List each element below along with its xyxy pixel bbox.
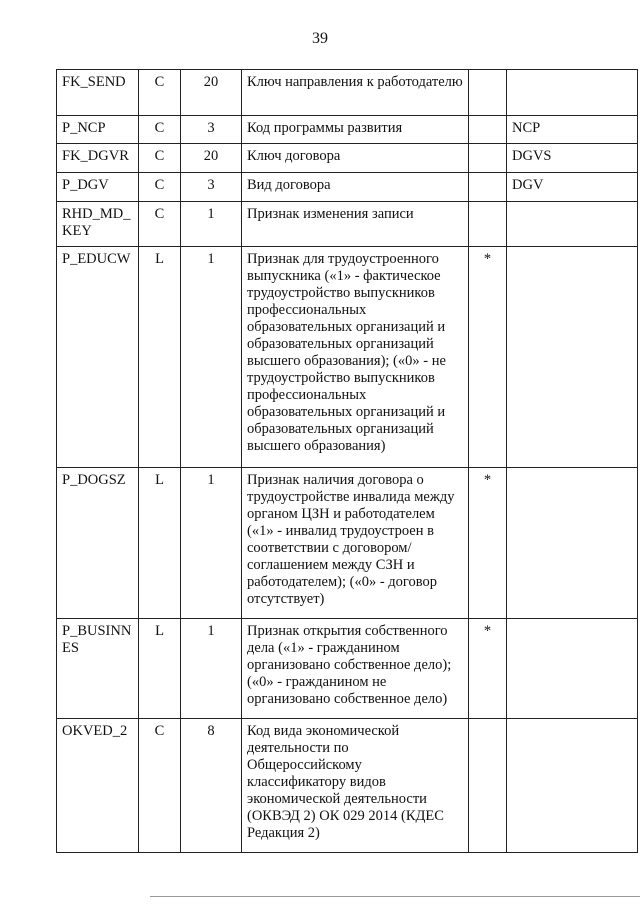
field-required-cell [469, 70, 507, 116]
bottom-divider [150, 896, 640, 897]
field-required-cell [469, 116, 507, 144]
table-row [57, 202, 638, 247]
field-type-cell: L [139, 619, 181, 719]
field-name-cell: FK_SEND [57, 70, 139, 116]
table-row [57, 619, 638, 719]
table-row [57, 144, 638, 173]
field-required-cell [469, 173, 507, 202]
field-length-cell: 1 [181, 247, 242, 468]
field-name-cell: P_BUSINN ES [57, 619, 139, 719]
table-row [57, 468, 638, 619]
field-type-cell: C [139, 719, 181, 853]
field-spec-table [56, 69, 638, 853]
field-type-cell: L [139, 247, 181, 468]
field-reference-cell [507, 247, 638, 468]
field-description-cell: Код вида экономической деятельности по Общероссийскому классификатору видов экономической деятельности (ОКВЭД 2) ОК 029 2014 (КДЕС Редакция 2) [242, 719, 469, 853]
field-required-cell: * [469, 468, 507, 619]
field-length-cell: 3 [181, 173, 242, 202]
field-length-cell: 8 [181, 719, 242, 853]
field-length-cell: 1 [181, 202, 242, 247]
field-description-cell: Ключ направления к работодателю [242, 70, 469, 116]
field-description-cell: Признак изменения записи [242, 202, 469, 247]
field-name-cell: P_NCP [57, 116, 139, 144]
field-reference-cell: DGV [507, 173, 638, 202]
field-reference-cell: DGVS [507, 144, 638, 173]
field-type-cell: C [139, 70, 181, 116]
field-reference-cell [507, 70, 638, 116]
table-row [57, 719, 638, 853]
field-name-cell: P_DGV [57, 173, 139, 202]
field-name-cell: RHD_MD_ KEY [57, 202, 139, 247]
field-reference-cell [507, 619, 638, 719]
field-description-cell: Признак для трудоустроенного выпускника («1» - фактическое трудоустройство выпускников профессиональных образовательных организаций и образовательных организаций высшего образования); («0» - не трудоустройство выпускников профессиональных образовательных организаций и образовательных организаций высшего образования) [242, 247, 469, 468]
field-description-cell: Вид договора [242, 173, 469, 202]
field-type-cell: L [139, 468, 181, 619]
field-type-cell: C [139, 202, 181, 247]
field-required-cell [469, 144, 507, 173]
field-name-cell: P_EDUCW [57, 247, 139, 468]
table-row [57, 173, 638, 202]
field-name-cell: P_DOGSZ [57, 468, 139, 619]
field-length-cell: 3 [181, 116, 242, 144]
field-length-cell: 1 [181, 619, 242, 719]
field-description-cell: Код программы развития [242, 116, 469, 144]
field-length-cell: 1 [181, 468, 242, 619]
field-description-cell: Ключ договора [242, 144, 469, 173]
field-required-cell [469, 719, 507, 853]
field-length-cell: 20 [181, 70, 242, 116]
field-reference-cell [507, 468, 638, 619]
table-row [57, 247, 638, 468]
table-row [57, 116, 638, 144]
table-row [57, 70, 638, 116]
field-description-cell: Признак наличия договора о трудоустройстве инвалида между органом ЦЗН и работодателем («1» - инвалид трудоустроен в соответствии с договором/соглашением между СЗН и работодателем); («0» - договор отсутствует) [242, 468, 469, 619]
field-name-cell: FK_DGVR [57, 144, 139, 173]
field-type-cell: C [139, 116, 181, 144]
field-name-cell: OKVED_2 [57, 719, 139, 853]
field-required-cell: * [469, 619, 507, 719]
field-length-cell: 20 [181, 144, 242, 173]
field-reference-cell [507, 202, 638, 247]
field-required-cell: * [469, 247, 507, 468]
page-number: 39 [312, 30, 328, 47]
field-required-cell [469, 202, 507, 247]
field-description-cell: Признак открытия собственного дела («1» - гражданином организовано собственное дело); («0» - гражданином не организовано собственное дело) [242, 619, 469, 719]
field-type-cell: C [139, 144, 181, 173]
field-type-cell: C [139, 173, 181, 202]
field-reference-cell [507, 719, 638, 853]
field-reference-cell: NCP [507, 116, 638, 144]
